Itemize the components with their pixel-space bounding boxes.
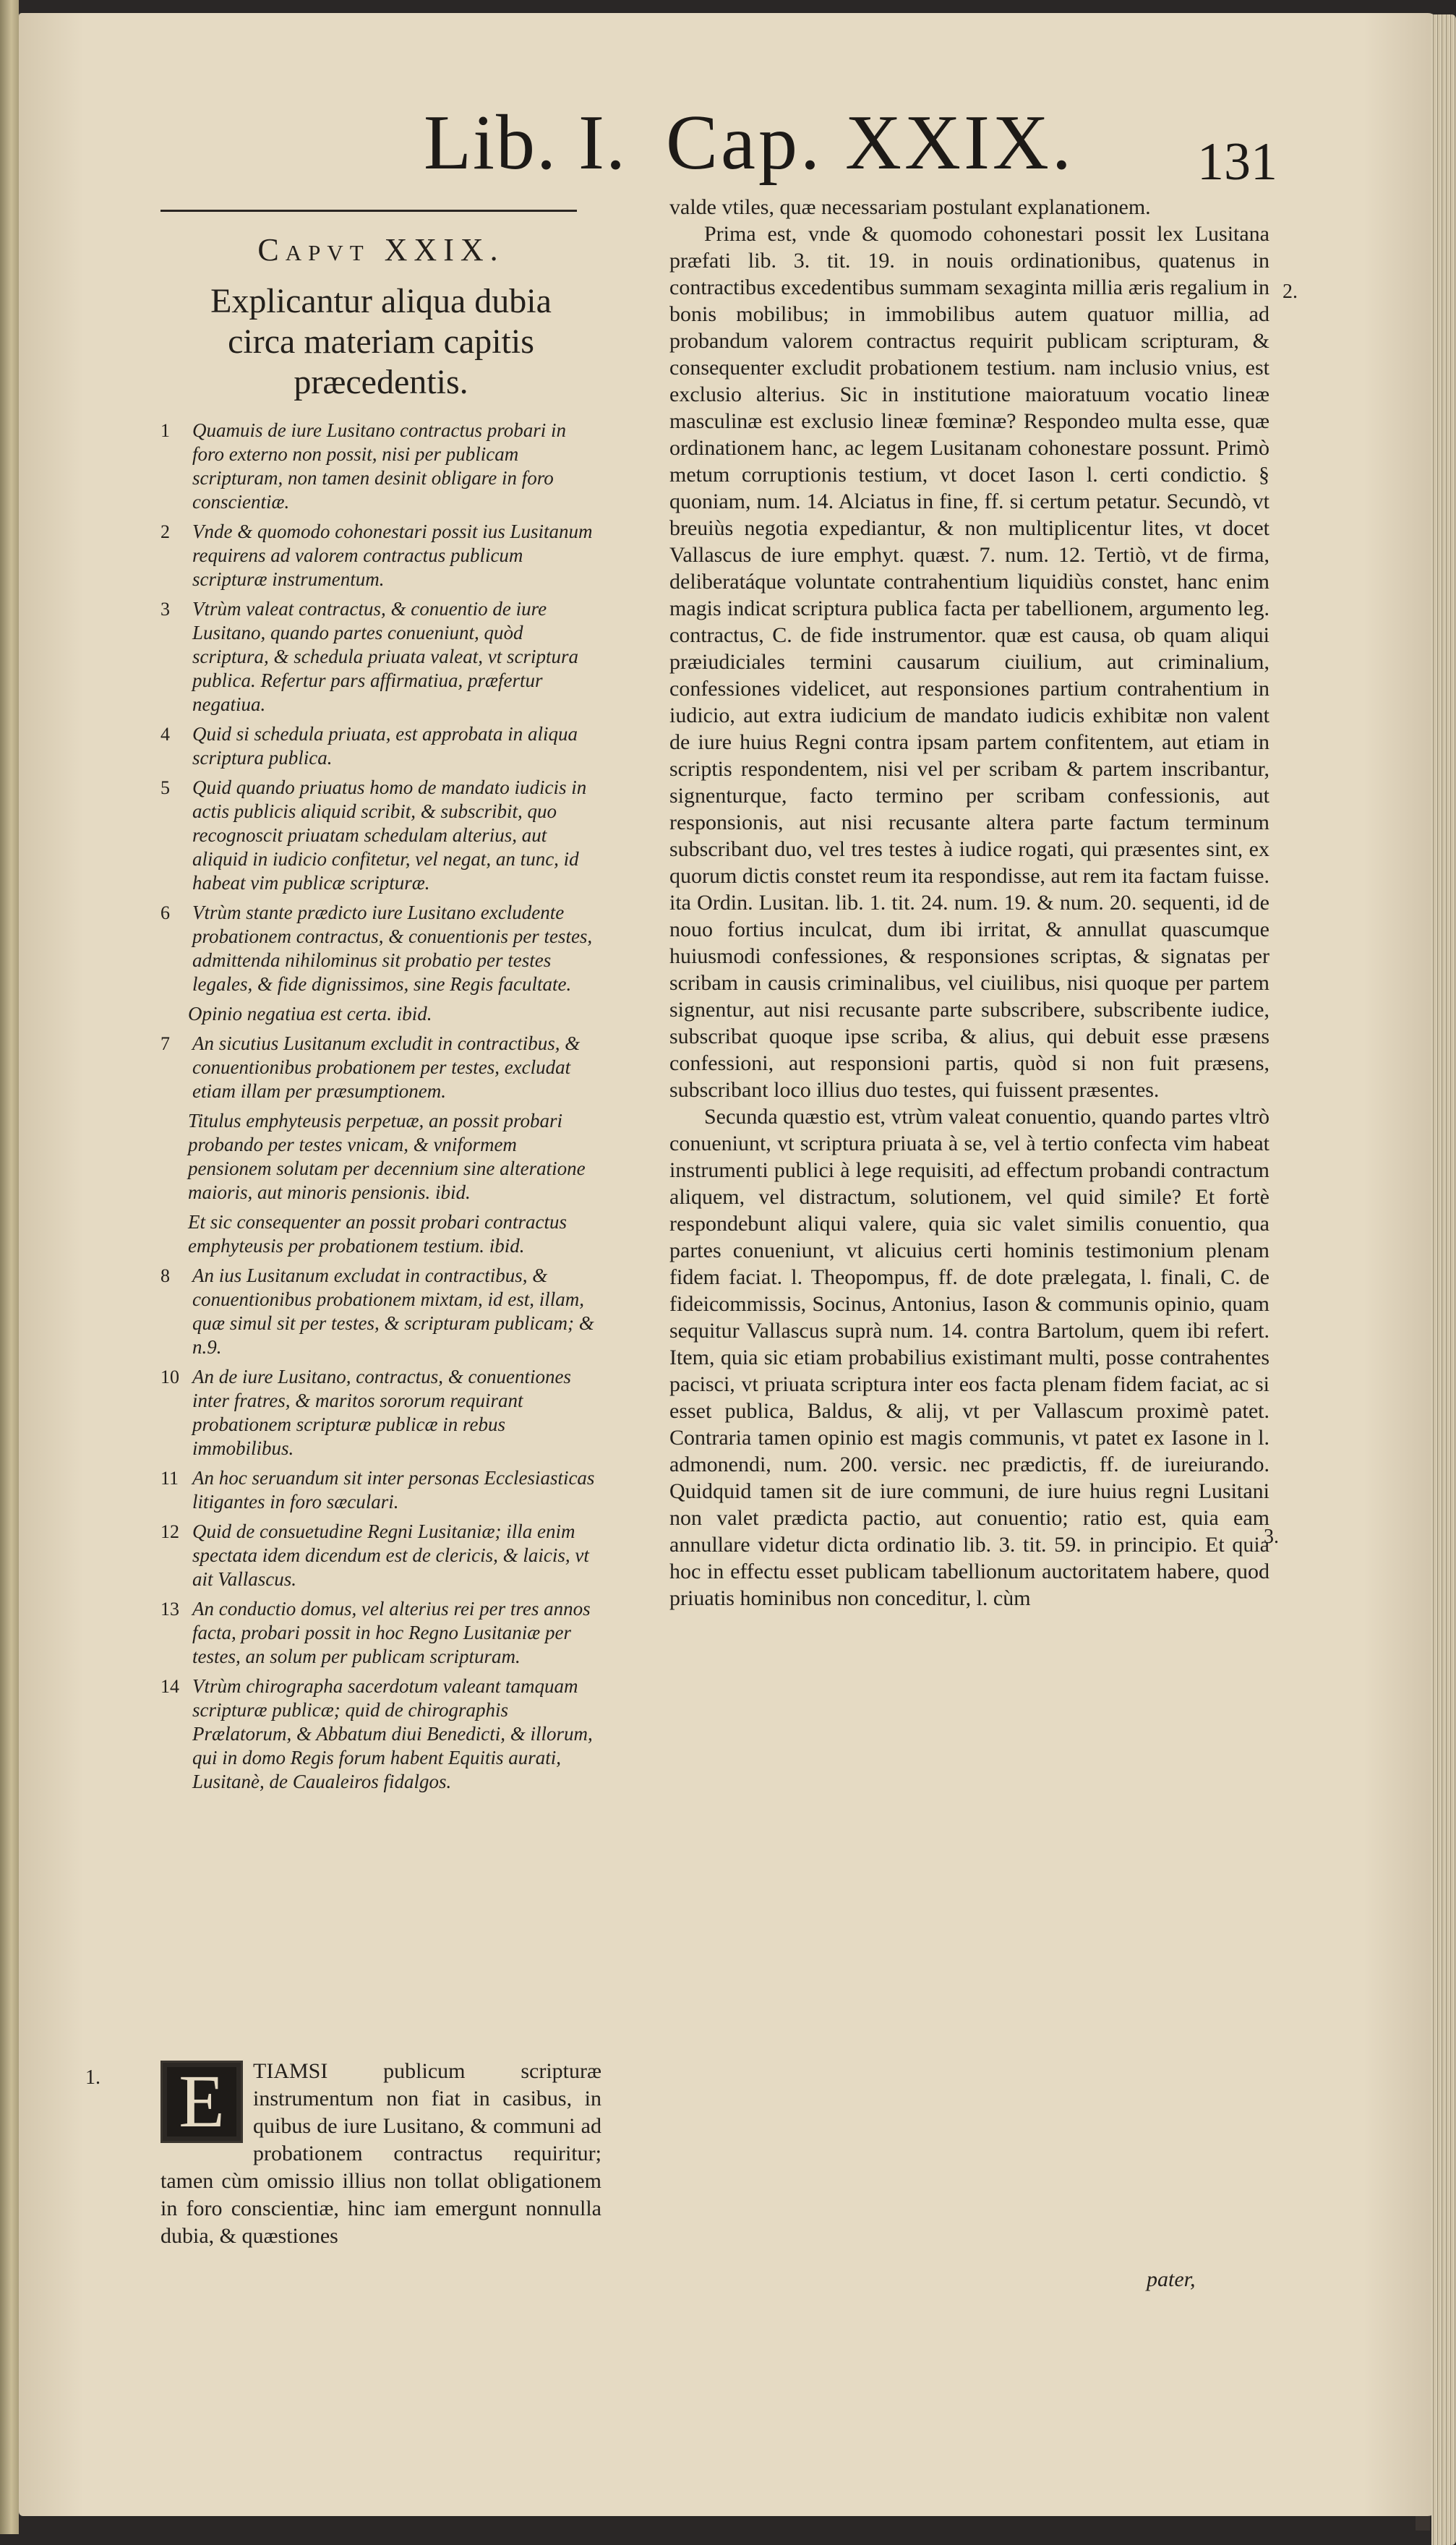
summary-item-text: Quid quando priuatus homo de mandato iudicis in actis publicis aliquid scribit, & subscribit, quo recognoscit priuatam schedulam alterius, aut aliquid in iudicio confitetur, vel negat, an tunc, id habeat vim publicæ scripturæ. [192, 777, 587, 894]
summary-item [160, 597, 601, 717]
summary-item-number: 11 [160, 1468, 179, 1489]
summary-item-text: Vtrùm stante prædicto iure Lusitano excludente probationem contractus, & conuentionis per testes, admittenda nihilominus sit probatio per testes legales, & fide dignissimos, sine Regis facultate. [192, 902, 593, 995]
summary-item [160, 901, 601, 996]
summary-item-number: 3 [160, 599, 170, 620]
summary-item [160, 1032, 601, 1103]
summary-item-text: An hoc seruandum sit inter personas Ecclesiasticas litigantes in foro sæculari. [192, 1467, 595, 1513]
summary-item [160, 1520, 601, 1591]
summary-item-text: An conductio domus, vel alterius rei per tres annos facta, probari possit in hoc Regno Lusitaniæ per testes, an solum per publicam scripturam. [192, 1598, 591, 1667]
chapter-opening-text [160, 2058, 601, 2250]
summary-item-number: 8 [160, 1265, 170, 1286]
running-head-lib: Lib. I. [424, 100, 627, 186]
right-paragraph-2: Prima est, vnde & quomodo cohonestari possit lex Lusitana præfati lib. 3. tit. 19. in nouis ordinationibus, quatenus in contractibus excedentibus summam sexaginta millia æris regalium in bonis mobilibus; in immobilibus autem quatuor millia, ad probandum valorem contractus requirit publicam scripturam, & consequenter excludit probationem testium. nam inclusio vnius, est exclusio alterius. Sic in institutione maioratuum vocatio lineæ masculinæ est exclusio lineæ fœminæ? Respondeo multa esse, quæ ordinationem hanc, ac legem Lusitanam cohonestare possunt. Primò metum corruptionis testium, vt docet Iason l. certi condictio. § quoniam, num. 14. Alciatus in fine, ff. si certum petatur. Secundò, vt breuiùs negotia expediantur, & non multiplicentur lites, vt docet Vallascus de iure emphyt. quæst. 7. num. 12. Tertiò, vt de firma, deliberatáque voluntate contrahentium liquidiùs constet, hanc enim magis indicat scriptura publica facta per tabellionem, argumento leg. contractus, C. de fide instrumentor. quæ est causa, ob quam aliqui præiudiciales termini causarum ciuilium, aut criminalium, confessiones videlicet, aut responsiones partium contrahentium in iudicio, aut extra iudicium de mandato iudicis exhibitæ non valent de iure huius Regni contra ipsam partem confitentem, aut etiam in scriptis respondentem, nisi vel per scribam & partem inscribantur, signenturque, facto termino per scribam confessionis, aut responsionis, aut nisi recusante altera parte factum terminum subscribant duo, vel tres testes à iudice rogati, qui præsentes sint, ex quorum dictis constet reum ita respondisse, aut rem ita factam fuisse. ita Ordin. Lusitan. lib. 1. tit. 24. num. 19. & num. 20. sequenti, id de nouo fortius inculcat, dum ibi irritat, & annullat quascumque huiusmodi confessiones, & responsiones scriptas, & signatas per scribam in causis criminalibus, vel ciuilibus, nisi quoque per partem signentur, aut nisi recusante parte subscribere, subscribente iudice, subscribat quoque ipse scriba, & alius, qui debuit esse præsens confessioni, aut responsioni partis, quòd si non fuit præsens, subscribant loco illius duo testes, qui fuissent præsentes. [669, 222, 1269, 1102]
summary-item [160, 1002, 601, 1026]
right-column [669, 194, 1269, 1612]
summary-item-number: 2 [160, 521, 170, 542]
summary-item-text: An de iure Lusitano, contractus, & conuentiones inter fratres, & maritos sororum requirant probationem scripturæ publicæ in rebus immobilibus. [192, 1366, 571, 1459]
summary-item-number: 10 [160, 1366, 179, 1387]
summary-item [160, 1466, 601, 1514]
summary-item-text: Quid si schedula priuata, est approbata in aliqua scriptura publica. [192, 723, 578, 769]
summary-item [160, 1597, 601, 1669]
opening-paragraph: TIAMSI publicum scripturæ instrumentum non fiat in casibus, in quibus de iure Lusitano, & communi ad probationem contractus requiritur; tamen cùm omissio illius non tollat obligationem in foro conscientiæ, hinc iam emergunt nonnulla dubia, & quæstiones [160, 2059, 601, 2248]
summary-item [160, 1674, 601, 1794]
summary-item-text: An sicutius Lusitanum excludit in contractibus, & conuentionibus probationem per testes, excludat etiam illam per præsumptionem. [192, 1032, 581, 1102]
summary-item [160, 1109, 601, 1205]
book-spine [0, 0, 19, 2534]
summary-item-number: 5 [160, 777, 170, 798]
margin-number-2: 2. [1282, 281, 1298, 303]
catchword: pater, [1147, 2267, 1196, 2291]
summary-item-number: 1 [160, 420, 170, 441]
running-head [19, 98, 1439, 192]
folio-number: 131 [1197, 132, 1277, 192]
chapter-summary-list [160, 419, 601, 1794]
margin-number-1: 1. [85, 2066, 100, 2089]
summary-item [160, 1210, 601, 1258]
summary-item-text: An ius Lusitanum excludat in contractibus, & conuentionibus probationem mixtam, id est, illam, quæ simul sit per testes, & scripturam publicam; & n.9. [192, 1265, 594, 1358]
summary-item [160, 520, 601, 591]
summary-item-number: 13 [160, 1599, 179, 1620]
summary-item-number: 12 [160, 1521, 179, 1542]
summary-item [160, 776, 601, 895]
summary-item-text: Opinio negatiua est certa. ibid. [188, 1003, 432, 1025]
summary-item-number: 7 [160, 1033, 170, 1054]
summary-item-text: Quamuis de iure Lusitano contractus probari in foro externo non possit, nisi per publicam scripturam, non tamen desinit obligare in foro conscientiæ. [192, 419, 567, 513]
summary-item-number: 14 [160, 1676, 179, 1697]
heading-rule [160, 210, 577, 212]
summary-item-number: 6 [160, 902, 170, 923]
dropcap-initial: E [160, 2061, 243, 2143]
summary-item-text: Quid de consuetudine Regni Lusitaniæ; illa enim spectata idem dicendum est de clericis, & laicis, vt ait Vallascus. [192, 1520, 589, 1590]
summary-item-text: Vtrùm chirographa sacerdotum valeant tamquam scripturæ publicæ; quid de chirographis Prælatorum, & Abbatum diui Benedicti, & illorum, qui in domo Regis forum habent Equitis aurati, Lusitanè, de Caualeiros fidalgos. [192, 1675, 593, 1792]
summary-item [160, 722, 601, 770]
summary-item [160, 1264, 601, 1359]
summary-item-text: Titulus emphyteusis perpetuæ, an possit probari probando per testes vnicam, & vniformem pensionem solutam per decennium sine alteratione maioris, aut minoris pensionis. ibid. [188, 1110, 586, 1203]
summary-item [160, 419, 601, 514]
page-edges [1431, 14, 1456, 2545]
right-paragraph-1: valde vtiles, quæ necessariam postulant explanationem. [669, 195, 1151, 219]
right-paragraph-3: Secunda quæstio est, vtrùm valeat conuentio, quando partes vltrò conueniunt, vt scriptura priuata à se, vel à tertio confecta vim habeat instrumenti publici à lege requisiti, ad effectum probandi contractum aliquem, vel distractum, solutionem, vel quid simile? Et fortè respondebunt aliqui valere, quia sic valet similis conuentio, qua partes conueniunt, vt alicuius certi hominis testimonium plenam fidem faciat. l. Theopompus, ff. de dote prælegata, l. finali, C. de fideicommissis, Socinus, Antonius, Iason & communis opinio, quam sequitur Vallascus suprà num. 14. contra Bartolum, quem ibi refert. Item, quia sic etiam probabilius existimant multi, posse contrahentes pacisci, vt priuata scriptura inter eos facta plenam fidem faciat, ac si esset publica, Baldus, & alij, vt per Vallascum proximè patet. Contraria tamen opinio est magis communis, vt patet ex Iasone in l. admonendi, num. 200. versic. nec prædictis, ff. de iureiurando. Quidquid tamen sit de iure communi, de iure huius regni Lusitani non valet prædicta pactio, aut conuentio; ratio est, quia eam annullare videtur dicta ordinatio lib. 3. tit. 59. in principio. Et quia hoc in effectu esset publicam tabellionum auctoritatem habere, quod priuatis hominibus non conceditur, l. cùm [669, 1105, 1269, 1610]
summary-item-number: 4 [160, 724, 170, 745]
left-column [160, 214, 601, 1800]
margin-number-3: 3. [1264, 1526, 1279, 1548]
summary-item-text: Vtrùm valeat contractus, & conuentio de iure Lusitano, quando partes conueniunt, quòd scriptura, & schedula priuata valeat, vt scriptura publica. Refertur pars affirmatiua, præfertur negatiua. [192, 598, 578, 715]
summary-item [160, 1365, 601, 1460]
running-head-cap: Cap. XXIX. [666, 100, 1074, 186]
summary-item-text: Et sic consequenter an possit probari contractus emphyteusis per probationem testium. ibid. [188, 1211, 567, 1257]
chapter-subtitle: Explicantur aliqua dubia circa materiam capitis præcedentis. [210, 282, 552, 401]
chapter-title: Capvt XXIX. [257, 232, 505, 268]
summary-item-text: Vnde & quomodo cohonestari possit ius Lusitanum requirens ad valorem contractus publicum scripturæ instrumentum. [192, 521, 593, 590]
book-page [19, 13, 1439, 2516]
